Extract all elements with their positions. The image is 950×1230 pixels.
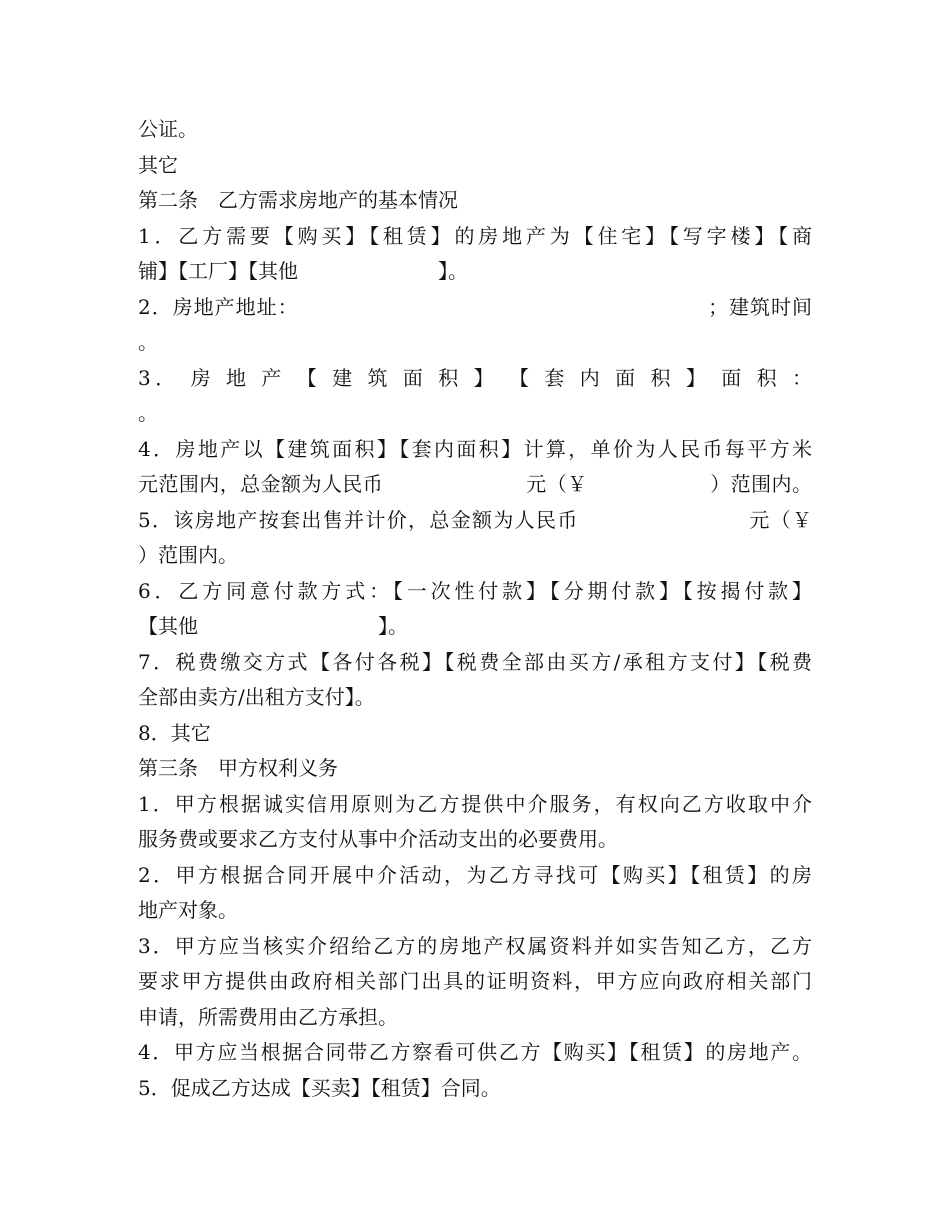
text-line: 2．甲方根据合同开展中介活动，为乙方寻找可【购买】【租赁】的房 bbox=[138, 862, 812, 887]
document-page bbox=[138, 112, 812, 1106]
text-line: 8．其它 bbox=[138, 720, 211, 745]
text-line: 3． 房 地 产 【 建 筑 面 积 】 【 套 内 面 积 】 面 积 ： bbox=[138, 365, 812, 390]
text-line: 2．房地产地址： ；建筑时间 bbox=[138, 294, 812, 319]
text-line: 铺】【工厂】【其他 】。 bbox=[138, 259, 468, 283]
text-line: 6．乙方同意付款方式：【一次性付款】【分期付款】【按揭付款】 bbox=[138, 578, 812, 603]
text-line: 其它 bbox=[138, 152, 178, 177]
text-line: 第二条 乙方需求房地产的基本情况 bbox=[138, 188, 458, 212]
text-line: 5．促成乙方达成【买卖】【租赁】合同。 bbox=[138, 1075, 501, 1100]
text-line: 第三条 甲方权利义务 bbox=[138, 756, 338, 780]
text-line: 1．甲方根据诚实信用原则为乙方提供中介服务，有权向乙方收取中介 bbox=[138, 791, 812, 816]
text-line: 【其他 】。 bbox=[138, 614, 408, 638]
text-line: ）范围内。 bbox=[138, 543, 238, 567]
text-line: 申请，所需费用由乙方承担。 bbox=[138, 1004, 398, 1029]
text-line: 4．甲方应当根据合同带乙方察看可供乙方【购买】【租赁】的房地产。 bbox=[138, 1040, 812, 1064]
text-line: 全部由卖方/出租方支付】。 bbox=[138, 685, 375, 709]
text-line: 7．税费缴交方式【各付各税】【税费全部由买方/承租方支付】【税费 bbox=[138, 649, 812, 674]
text-line: 1．乙方需要【购买】【租赁】的房地产为【住宅】【写字楼】【商 bbox=[138, 223, 812, 248]
text-line: 5．该房地产按套出售并计价，总金额为人民币 元（￥ bbox=[138, 507, 812, 532]
text-line: 服务费或要求乙方支付从事中介活动支出的必要费用。 bbox=[138, 827, 618, 851]
text-line: 地产对象。 bbox=[138, 898, 238, 922]
text-line: 3．甲方应当核实介绍给乙方的房地产权属资料并如实告知乙方，乙方 bbox=[138, 933, 812, 958]
text-line: 4．房地产以【建筑面积】【套内面积】计算，单价为人民币每平方米 bbox=[138, 436, 812, 461]
text-line: 。 bbox=[138, 330, 158, 354]
text-line: 元范围内，总金额为人民币 元（￥ ）范围内。 bbox=[138, 472, 812, 496]
text-line: 。 bbox=[138, 401, 158, 425]
text-line: 公证。 bbox=[138, 117, 198, 141]
text-line: 要求甲方提供由政府相关部门出具的证明资料，甲方应向政府相关部门 bbox=[138, 969, 812, 993]
